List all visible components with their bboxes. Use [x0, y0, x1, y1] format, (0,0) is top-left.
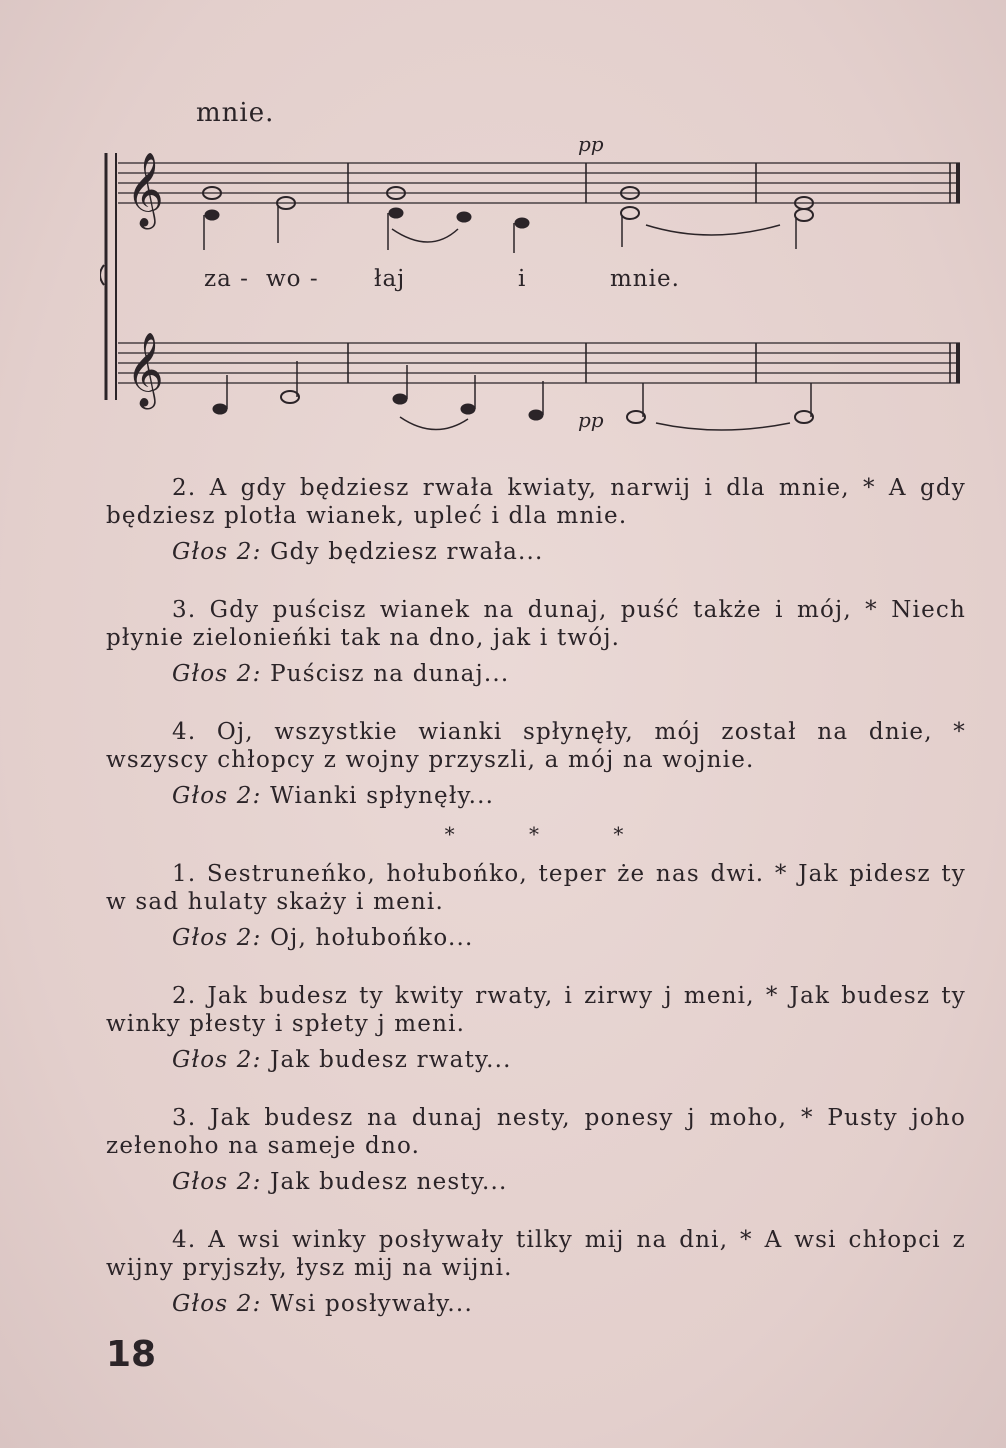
- lyric-syllable: wo -: [266, 266, 319, 292]
- voice-text: Oj, hołubońko...: [270, 925, 474, 951]
- stanza-text: 3. Gdy puścisz wianek na dunaj, puść także i mój, * Niech płynie zielonieńki tak na dno, jak i twój.: [106, 597, 966, 651]
- voice-text: Jak budesz rwaty...: [270, 1047, 512, 1073]
- voice-label: Głos 2:: [172, 1169, 262, 1195]
- stanza: [106, 596, 966, 688]
- stanza: [106, 474, 966, 566]
- section-divider: * * *: [444, 822, 658, 846]
- verses-section: [106, 474, 966, 1348]
- voice-label: Głos 2:: [172, 783, 262, 809]
- stanza-text: 4. Oj, wszystkie wianki spłynęły, mój został na dnie, * wszyscy chłopcy z wojny przyszli, a mój na wojnie.: [106, 719, 966, 773]
- stanza-text: 2. Jak budesz ty kwity rwaty, i zirwy j meni, * Jak budesz ty winky płesty i spłety j meni.: [106, 983, 966, 1037]
- lyric-syllable: mnie.: [610, 266, 680, 292]
- stanza-text: 1. Sestruneńko, hołubońko, teper że nas dwi. * Jak pidesz ty w sad hulaty skażу i meni.: [106, 861, 966, 915]
- voice-text: Gdy będziesz rwała...: [270, 539, 544, 565]
- stanza-text: 2. A gdy będziesz rwała kwiaty, narwij i dla mnie, * A gdy będziesz plotła wianek, upleć i dla mnie.: [106, 475, 966, 529]
- voice-text: Jak budesz nesty...: [270, 1169, 508, 1195]
- lyric-syllable: łaj: [374, 266, 406, 292]
- voice-text: Wianki spłynęły...: [270, 783, 495, 809]
- lyric-syllable: za -: [204, 266, 249, 292]
- stanza-text: 4. A wsi winky posływały tilky mij na dni, * A wsi chłopci z wijny pryjszły, łysz mij na wijni.: [106, 1227, 966, 1281]
- stanza: [106, 1104, 966, 1196]
- voice-text: Wsi posływały...: [270, 1291, 473, 1317]
- previous-lyric-word: mnie.: [196, 98, 275, 128]
- voice-label: Głos 2:: [172, 661, 262, 687]
- voice-label: Głos 2:: [172, 1291, 262, 1317]
- dynamic-marking-upper: pp: [578, 132, 604, 156]
- page-number: 18: [106, 1334, 157, 1375]
- stanza: [106, 860, 966, 952]
- stanza: [106, 982, 966, 1074]
- stanza-text: 3. Jak budesz na dunaj nesty, ponesy j moho, * Pusty joho zełenoho na sameje dno.: [106, 1105, 966, 1159]
- lyric-syllable: i: [518, 266, 527, 292]
- voice-label: Głos 2:: [172, 1047, 262, 1073]
- stanza: [106, 718, 966, 810]
- voice-label: Głos 2:: [172, 925, 262, 951]
- voice-text: Puścisz na dunaj...: [270, 661, 510, 687]
- dynamic-marking-lower: pp: [578, 408, 604, 432]
- stanza: [106, 1226, 966, 1318]
- svg-text:𝄞: 𝄞: [126, 333, 164, 407]
- svg-text:𝄞: 𝄞: [126, 153, 164, 227]
- voice-label: Głos 2:: [172, 539, 262, 565]
